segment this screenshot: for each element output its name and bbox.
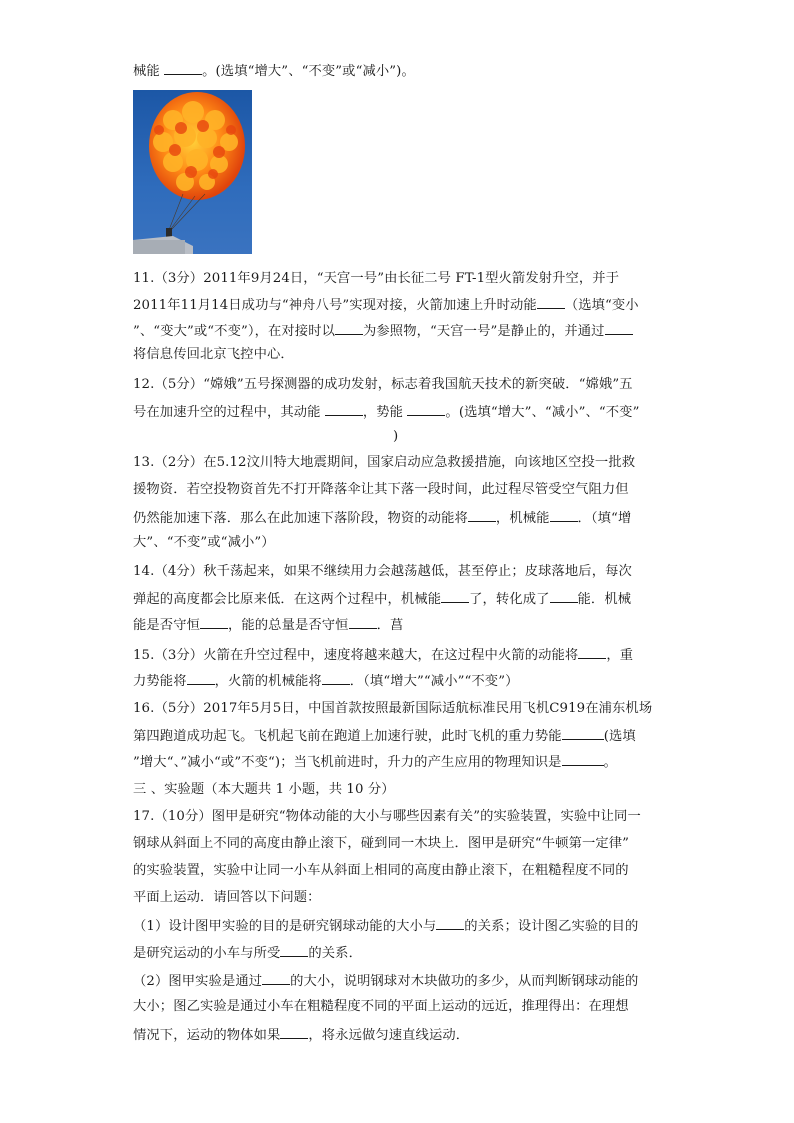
text-line — [133, 997, 629, 1017]
line-text: 平面上运动．请回答以下问题： — [133, 890, 321, 905]
line-text: ．（填“增 — [577, 511, 632, 526]
line-text: 能．机械 — [577, 592, 632, 607]
line-text: 2011年11月14日成功与“神舟八号”实现对接，火箭加速上升时动能 — [133, 298, 537, 313]
line-text: ，能的总量是否守恒 — [227, 618, 349, 633]
answer-blank — [407, 401, 445, 416]
line-text: 援物资．若空投物资首先不打开降落伞让其下落一段时间，此过程尽管受空气阻力但 — [133, 482, 629, 497]
text-line — [133, 320, 633, 342]
line-text: 情况下，运动的物体如果 — [133, 1028, 281, 1043]
text-line — [133, 1024, 469, 1046]
line-text: 15.（3分）火箭在升空过程中，速度将越来越大，在这过程中火箭的动能将 — [133, 648, 579, 663]
line-text: 将信息传回北京飞控中心． — [133, 347, 294, 362]
line-text: ，重 — [606, 648, 634, 663]
line-text: (选填 — [603, 729, 636, 744]
line-text: 力势能将 — [133, 674, 187, 689]
line-text: ．菖 — [376, 618, 404, 633]
answer-blank — [562, 751, 604, 766]
text-line — [133, 345, 294, 365]
line-text: 械能 — [133, 64, 165, 79]
line-text: 是研究运动的小车与所受 — [133, 946, 281, 961]
line-text: （选填“变小 — [564, 298, 639, 313]
answer-blank — [605, 320, 633, 335]
text-line — [133, 401, 639, 423]
line-text: 12.（5分）“嫦娥”五号探测器的成功发射，标志着我国航天技术的新突破．“嫦娥”五 — [133, 377, 633, 392]
text-line — [133, 861, 629, 881]
line-text: 大小；图乙实验是通过小车在粗糙程度不同的平面上运动的远近，推理得出：在理想 — [133, 999, 629, 1014]
line-text: 的实验装置，实验中让同一小车从斜面上相同的高度由静止滚下，在粗糙程度不同的 — [133, 863, 629, 878]
answer-blank — [550, 507, 578, 522]
line-text: 仍然能加速下落．那么在此加速下落阶段，物资的动能将 — [133, 511, 468, 526]
text-line — [133, 453, 635, 473]
text-line — [133, 807, 641, 827]
text-line — [133, 480, 629, 500]
line-text: 了，转化成了 — [469, 592, 550, 607]
answer-blank — [550, 588, 578, 603]
line-text: 。(选填“增大”、“不变”或“减小”)。 — [202, 64, 415, 79]
text-line — [133, 588, 631, 610]
text-line — [133, 294, 639, 316]
line-text: 11.（3分）2011年9月24日，“天宫一号”由长征二号 FT-1型火箭发射升空，并于 — [133, 271, 620, 286]
line-text: 大”、“不变”或“减小”） — [133, 535, 275, 550]
text-line — [133, 507, 631, 529]
line-text: 17.（10分）图甲是研究“物体动能的大小与哪些因素有关”的实验装置，实验中让同一 — [133, 809, 641, 824]
text-line — [133, 751, 617, 773]
line-text: 16.（5分）2017年5月5日，中国首款按照最新国际适航标准民用飞机C919在浦东机场 — [133, 701, 653, 716]
answer-blank — [325, 401, 363, 416]
answer-blank — [164, 60, 202, 75]
line-text: ，势能 — [362, 405, 408, 420]
line-text: ，火箭的机械能将 — [214, 674, 322, 689]
line-text: 为参照物，“天宫一号”是静止的，并通过 — [363, 324, 605, 339]
line-text: ，将永远做匀速直线运动． — [308, 1028, 470, 1043]
answer-blank — [335, 320, 363, 335]
line-text: 第四跑道成功起飞。飞机起飞前在跑道上加速行驶，此时飞机的重力势能 — [133, 729, 562, 744]
text-line — [133, 670, 519, 692]
answer-blank — [441, 588, 469, 603]
line-text: 号在加速升空的过程中，其动能 — [133, 405, 325, 420]
section-heading — [133, 780, 395, 800]
text-line — [133, 614, 403, 636]
text-line — [133, 375, 633, 395]
line-text: 三 、实验题（本大题共 1 小题，共 10 分） — [133, 782, 395, 797]
line-text: ．（填“增大”“减小”“不变”） — [349, 674, 519, 689]
text-line — [133, 60, 415, 82]
line-text: 能是否守恒 — [133, 618, 200, 633]
answer-blank — [322, 670, 350, 685]
line-text: 的关系；设计图乙实验的目的 — [464, 919, 639, 934]
answer-blank — [262, 970, 290, 985]
answer-blank — [562, 725, 604, 740]
line-text: 13.（2分）在5.12汶川特大地震期间，国家启动应急救援措施，向该地区空投一批救 — [133, 455, 636, 470]
text-line — [133, 888, 321, 908]
text-line — [133, 970, 638, 992]
text-line — [133, 269, 619, 289]
text-line — [133, 533, 275, 553]
line-text: 的关系． — [308, 946, 362, 961]
line-text: 的大小，说明钢球对木块做功的多少，从而判断钢球动能的 — [290, 974, 639, 989]
balloon-photo — [133, 90, 252, 254]
line-text: 钢球从斜面上不同的高度由静止滚下，碰到同一木块上．图甲是研究“牛顿第一定律” — [133, 836, 630, 851]
answer-blank — [349, 614, 377, 629]
text-line — [133, 915, 638, 937]
line-text: 。 — [603, 755, 617, 770]
answer-blank — [537, 294, 565, 309]
line-text: 。(选填“增大”、“减小”、“不变” — [445, 405, 640, 420]
answer-blank — [200, 614, 228, 629]
line-text: ) — [393, 429, 399, 444]
answer-blank — [468, 507, 496, 522]
text-line — [133, 644, 633, 666]
answer-blank — [280, 942, 308, 957]
line-text: ”、“变大”或“不变”），在对接时以 — [133, 324, 335, 339]
text-line — [133, 942, 362, 964]
text-line — [133, 562, 632, 582]
text-line — [393, 427, 398, 447]
line-text: 弹起的高度都会比原来低．在这两个过程中，机械能 — [133, 592, 442, 607]
text-line — [133, 699, 652, 719]
answer-blank — [436, 915, 464, 930]
text-line — [133, 834, 629, 854]
line-text: （1）设计图甲实验的目的是研究钢球动能的大小与 — [133, 919, 437, 934]
text-line — [133, 725, 636, 747]
line-text: 14.（4分）秋千荡起来，如果不继续用力会越荡越低，甚至停止；皮球落地后，每次 — [133, 564, 632, 579]
line-text: ，机械能 — [495, 511, 550, 526]
answer-blank — [578, 644, 606, 659]
line-text: ”增大“、”减小“或”不变“)；当飞机前进时，升力的产生应用的物理知识是 — [133, 755, 562, 770]
line-text: （2）图甲实验是通过 — [133, 974, 263, 989]
answer-blank — [187, 670, 215, 685]
answer-blank — [280, 1024, 308, 1039]
